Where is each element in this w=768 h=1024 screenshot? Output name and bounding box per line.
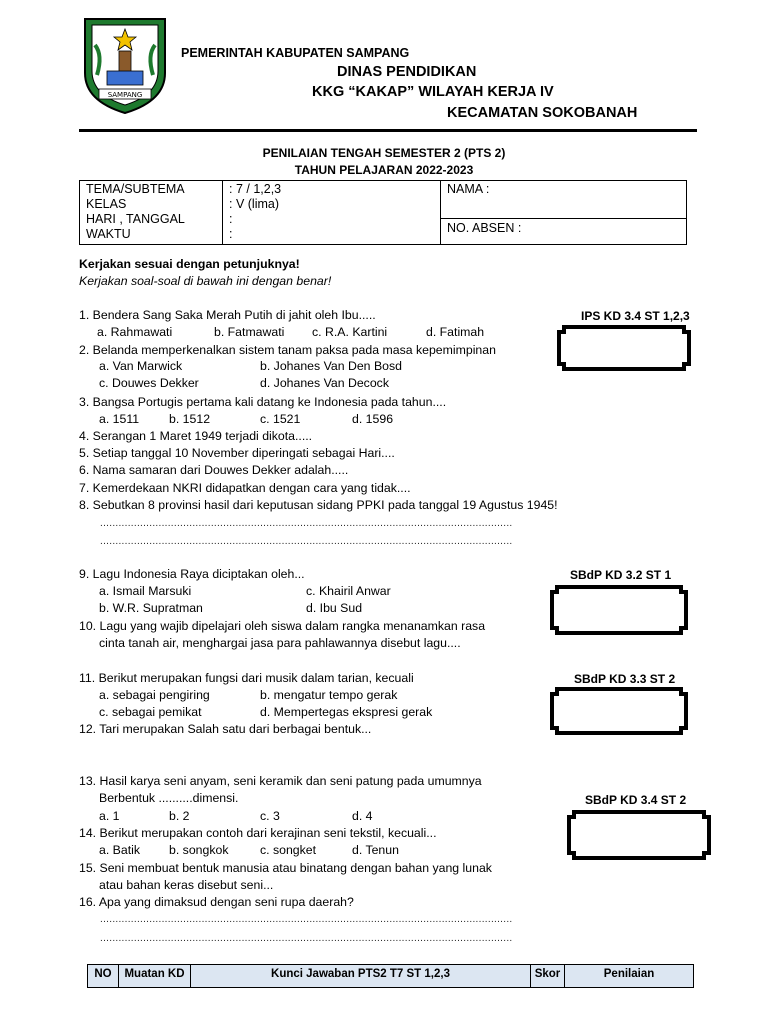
- answer-line-8a[interactable]: ......................................................................................................................................: [100, 518, 513, 529]
- question-14: 14. Berikut merupakan contoh dari kerajinan seni tekstil, kecuali...: [79, 826, 437, 840]
- header-line-1: PEMERINTAH KABUPATEN SAMPANG: [181, 46, 410, 60]
- kd-label-ips: IPS KD 3.4 ST 1,2,3: [581, 309, 690, 323]
- key-col-kunci: Kunci Jawaban PTS2 T7 ST 1,2,3: [191, 965, 531, 987]
- answer-line-16a[interactable]: ......................................................................................................................................: [100, 914, 513, 925]
- answer-line-16b[interactable]: ......................................................................................................................................: [100, 933, 513, 944]
- question-15-cont: atau bahan keras disebut seni...: [99, 878, 274, 892]
- question-3: 3. Bangsa Portugis pertama kali datang ke Indonesia pada tahun....: [79, 395, 447, 409]
- question-4: 4. Serangan 1 Maret 1949 terjadi dikota.....: [79, 429, 313, 443]
- q1-option-b: b. Fatmawati: [214, 325, 285, 339]
- key-col-penilaian: Penilaian: [603, 968, 655, 980]
- value-kelas: : V (lima): [229, 197, 279, 211]
- q2-option-c: c. Douwes Dekker: [99, 376, 199, 390]
- q9-option-a: a. Ismail Marsuki: [99, 584, 192, 598]
- info-values: [223, 181, 441, 244]
- question-9: 9. Lagu Indonesia Raya diciptakan oleh...: [79, 567, 305, 581]
- q3-option-c: c. 1521: [260, 412, 301, 426]
- label-tema: TEMA/SUBTEMA: [86, 182, 185, 196]
- answer-line-8b[interactable]: ......................................................................................................................................: [100, 536, 513, 547]
- value-hari-tanggal: :: [229, 212, 233, 226]
- label-kelas: KELAS: [86, 197, 127, 211]
- header-line-2: DINAS PENDIDIKAN: [337, 64, 477, 80]
- value-tema: : 7 / 1,2,3: [229, 182, 282, 196]
- header-divider: [79, 129, 697, 132]
- kd-label-sbdp-2: SBdP KD 3.3 ST 2: [574, 672, 676, 686]
- question-5: 5. Setiap tanggal 10 November diperingati sebagai Hari....: [79, 446, 395, 460]
- q9-option-c: c. Khairil Anwar: [306, 584, 391, 598]
- sampang-regency-logo: [79, 15, 171, 115]
- score-frame-sbdp-2[interactable]: [549, 686, 689, 736]
- logo-text: SAMPANG: [107, 91, 143, 99]
- q1-option-d: d. Fatimah: [426, 325, 485, 339]
- question-10: 10. Lagu yang wajib dipelajari oleh siswa dalam rangka menanamkan rasa: [79, 619, 486, 633]
- question-10-cont: cinta tanah air, menghargai jasa para pahlawannya disebut lagu....: [99, 636, 461, 650]
- question-7: 7. Kemerdekaan NKRI didapatkan dengan cara yang tidak....: [79, 481, 411, 495]
- answer-key-header: [87, 964, 694, 988]
- q14-option-a: a. Batik: [99, 843, 141, 857]
- q3-option-d: d. 1596: [352, 412, 394, 426]
- q14-option-b: b. songkok: [169, 843, 229, 857]
- q14-option-d: d. Tenun: [352, 843, 399, 857]
- q9-option-d: d. Ibu Sud: [306, 601, 363, 615]
- q13-option-d: d. 4: [352, 809, 373, 823]
- header-line-3: KKG “KAKAP” WILAYAH KERJA IV: [312, 84, 554, 100]
- q13-option-c: c. 3: [260, 809, 280, 823]
- question-13: 13. Hasil karya seni anyam, seni keramik dan seni patung pada umumnya: [79, 774, 482, 788]
- q1-option-a: a. Rahmawati: [97, 325, 173, 339]
- label-hari-tanggal: HARI , TANGGAL: [86, 212, 185, 226]
- label-waktu: WAKTU: [86, 227, 131, 241]
- instruction-main: Kerjakan sesuai dengan petunjuknya!: [79, 257, 300, 271]
- question-13-cont: Berbentuk ..........dimensi.: [99, 791, 239, 805]
- kd-label-sbdp-1: SBdP KD 3.2 ST 1: [570, 568, 672, 582]
- kd-label-sbdp-3: SBdP KD 3.4 ST 2: [585, 793, 687, 807]
- q13-option-b: b. 2: [169, 809, 190, 823]
- student-info-table: [79, 180, 687, 245]
- info-student: [441, 181, 686, 244]
- question-2: 2. Belanda memperkenalkan sistem tanam paksa pada masa kepemimpinan: [79, 343, 496, 357]
- q14-option-c: c. songket: [260, 843, 317, 857]
- q13-option-a: a. 1: [99, 809, 120, 823]
- question-16: 16. Apa yang dimaksud dengan seni rupa daerah?: [79, 895, 354, 909]
- absen-field[interactable]: NO. ABSEN :: [447, 221, 522, 235]
- info-divider: [441, 218, 686, 219]
- question-1: 1. Bendera Sang Saka Merah Putih di jahit oleh Ibu.....: [79, 308, 376, 322]
- info-labels: [80, 181, 223, 244]
- q1-option-c: c. R.A. Kartini: [312, 325, 388, 339]
- score-frame-sbdp-1[interactable]: [549, 584, 689, 636]
- question-15: 15. Seni membuat bentuk manusia atau binatang dengan bahan yang lunak: [79, 861, 492, 875]
- question-12: 12. Tari merupakan Salah satu dari berbagai bentuk...: [79, 722, 372, 736]
- q11-option-d: d. Mempertegas ekspresi gerak: [260, 705, 433, 719]
- value-waktu: :: [229, 227, 233, 241]
- score-frame-ips[interactable]: [556, 324, 692, 372]
- question-8: 8. Sebutkan 8 provinsi hasil dari keputusan sidang PPKI pada tanggal 19 Agustus 1945!: [79, 498, 558, 512]
- q2-option-b: b. Johanes Van Den Bosd: [260, 359, 402, 373]
- nama-field[interactable]: NAMA :: [447, 182, 490, 196]
- exam-title: PENILAIAN TENGAH SEMESTER 2 (PTS 2): [262, 146, 506, 160]
- q2-option-d: d. Johanes Van Decock: [260, 376, 389, 390]
- key-col-no: NO: [88, 965, 119, 987]
- question-11: 11. Berikut merupakan fungsi dari musik dalam tarian, kecuali: [79, 671, 414, 685]
- q3-option-a: a. 1511: [99, 412, 140, 426]
- q11-option-b: b. mengatur tempo gerak: [260, 688, 398, 702]
- header-line-4: KECAMATAN SOKOBANAH: [447, 105, 638, 121]
- key-col-skor: Skor: [531, 965, 565, 987]
- q11-option-c: c. sebagai pemikat: [99, 705, 202, 719]
- q3-option-b: b. 1512: [169, 412, 211, 426]
- exam-year: TAHUN PELAJARAN 2022-2023: [294, 163, 474, 177]
- score-frame-sbdp-3[interactable]: [566, 809, 712, 861]
- key-col-muatan: Muatan KD: [119, 965, 191, 987]
- question-6: 6. Nama samaran dari Douwes Dekker adalah.....: [79, 463, 349, 477]
- q11-option-a: a. sebagai pengiring: [99, 688, 210, 702]
- q9-option-b: b. W.R. Supratman: [99, 601, 203, 615]
- q2-option-a: a. Van Marwick: [99, 359, 183, 373]
- instruction-sub: Kerjakan soal-soal di bawah ini dengan benar!: [79, 274, 332, 288]
